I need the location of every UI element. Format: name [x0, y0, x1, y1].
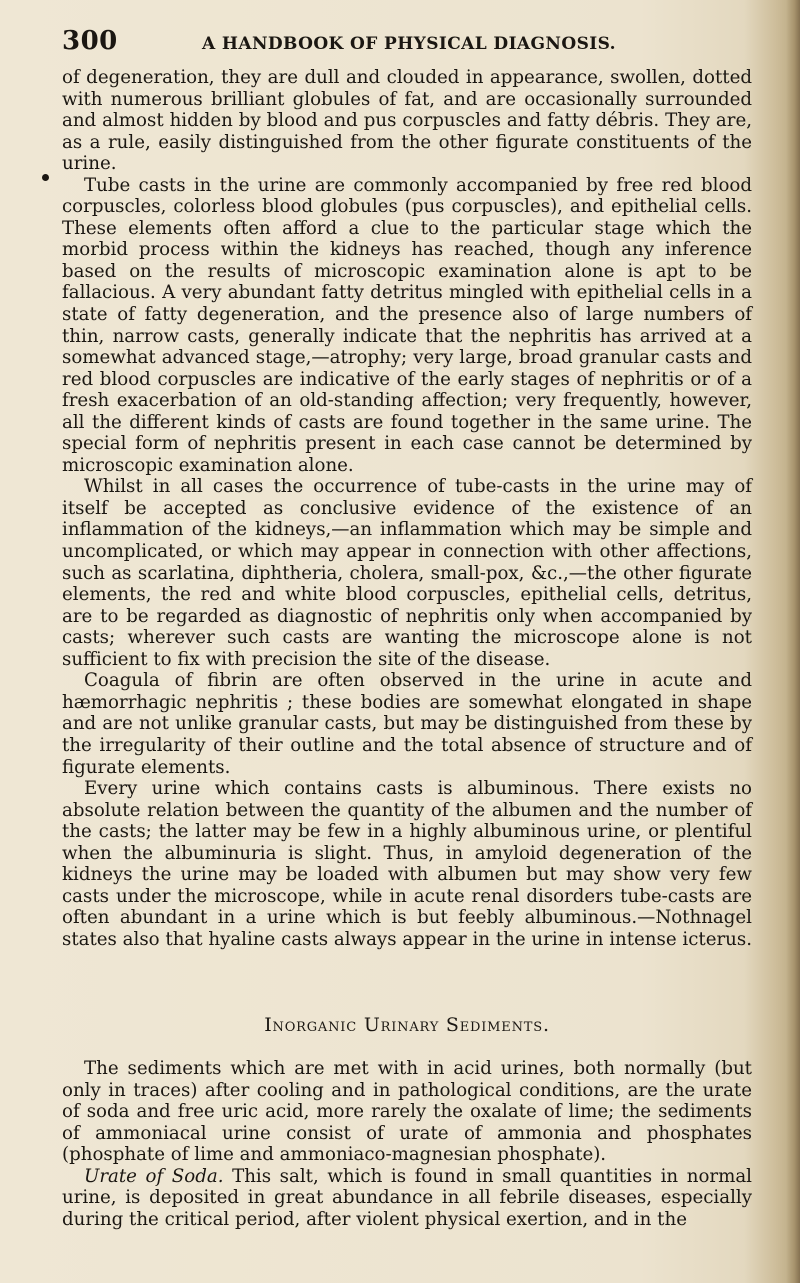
paragraph: Coagula of fibrin are often observed in the urine in acute and hæmorrhagic nephritis ; these bodies are somewhat elongated in shape and are not unlike granular casts, but may be distinguished from these by the irregularity of their outline and the total absence of structure and of figurate elements.	[62, 670, 752, 778]
margin-dot-mark	[42, 174, 49, 181]
page-edge-shadow	[786, 0, 800, 1283]
paragraph: Tube casts in the urine are commonly accompanied by free red blood corpuscles, colorless blood globules (pus corpuscles), and epithelial cells. These elements often afford a clue to the particular stage which the morbid process within the kidneys has reached, though any inference based on the results of microscopic examination alone is apt to be fallacious. A very abundant fatty detritus mingled with epithelial cells in a state of fatty degeneration, and the presence also of large numbers of thin, narrow casts, generally indicate that the nephritis has arrived at a somewhat advanced stage,—atrophy; very large, broad granular casts and red blood corpuscles are indicative of the early stages of nephritis or of a fresh exacerbation of an old-standing affection; very frequently, however, all the different kinds of casts are found together in the same urine. The special form of nephritis present in each case cannot be determined by microscopic examination alone.	[62, 174, 752, 476]
page-number: 300	[62, 26, 118, 56]
paragraph: of degeneration, they are dull and clouded in appearance, swollen, dotted with numerous brilliant globules of fat, and are occasionally surrounded and almost hidden by blood and pus corpuscles and fatty débris. They are, as a rule, easily distinguished from the other figurate constituents of the urine.	[62, 67, 752, 175]
main-text	[62, 67, 752, 950]
paragraph	[62, 1166, 752, 1231]
paragraph: Whilst in all cases the occurrence of tube-casts in the urine may of itself be accepted as conclusive evidence of the existence of an inflammation of the kidneys,—an inflammation which may be simple and uncomplicated, or which may appear in connection with other affections, such as scarlatina, diphtheria, cholera, small-pox, &c.,—the other figurate elements, the red and white blood corpuscles, epithelial cells, detritus, are to be regarded as diagnostic of nephritis only when accompanied by casts; wherever such casts are wanting the microscope alone is not sufficient to fix with precision the site of the disease.	[62, 476, 752, 670]
subheading-inline: Urate of Soda.	[84, 1165, 224, 1187]
running-title: A HANDBOOK OF PHYSICAL DIAGNOSIS.	[202, 34, 617, 54]
page-header	[62, 26, 752, 56]
section-heading: Inorganic Urinary Sediments.	[264, 1014, 550, 1036]
paragraph: The sediments which are met with in acid urines, both normally (but only in traces) after cooling and in pathological conditions, are the urate of soda and free uric acid, more rarely the oxalate of lime; the sediments of ammoniacal urine consist of urate of ammonia and phosphates (phosphate of lime and ammoniaco-magnesian phosphate).	[62, 1058, 752, 1166]
section-text	[62, 1058, 752, 1230]
paragraph-text: This salt, which is found in small quantities in normal urine, is deposited in great abundance in all febrile diseases, especially during the critical period, after violent physical exertion, and in the	[62, 1165, 753, 1230]
paragraph: Every urine which contains casts is albuminous. There exists no absolute relation between the quantity of the albumen and the number of the casts; the latter may be few in a highly albuminous urine, or plentiful when the albuminuria is slight. Thus, in amyloid degeneration of the kidneys the urine may be loaded with albumen but may show very few casts under the microscope, while in acute renal disorders tube-casts are often abundant in a urine which is but feebly albuminous.—Nothnagel states also that hyaline casts always appear in the urine in intense icterus.	[62, 778, 752, 950]
